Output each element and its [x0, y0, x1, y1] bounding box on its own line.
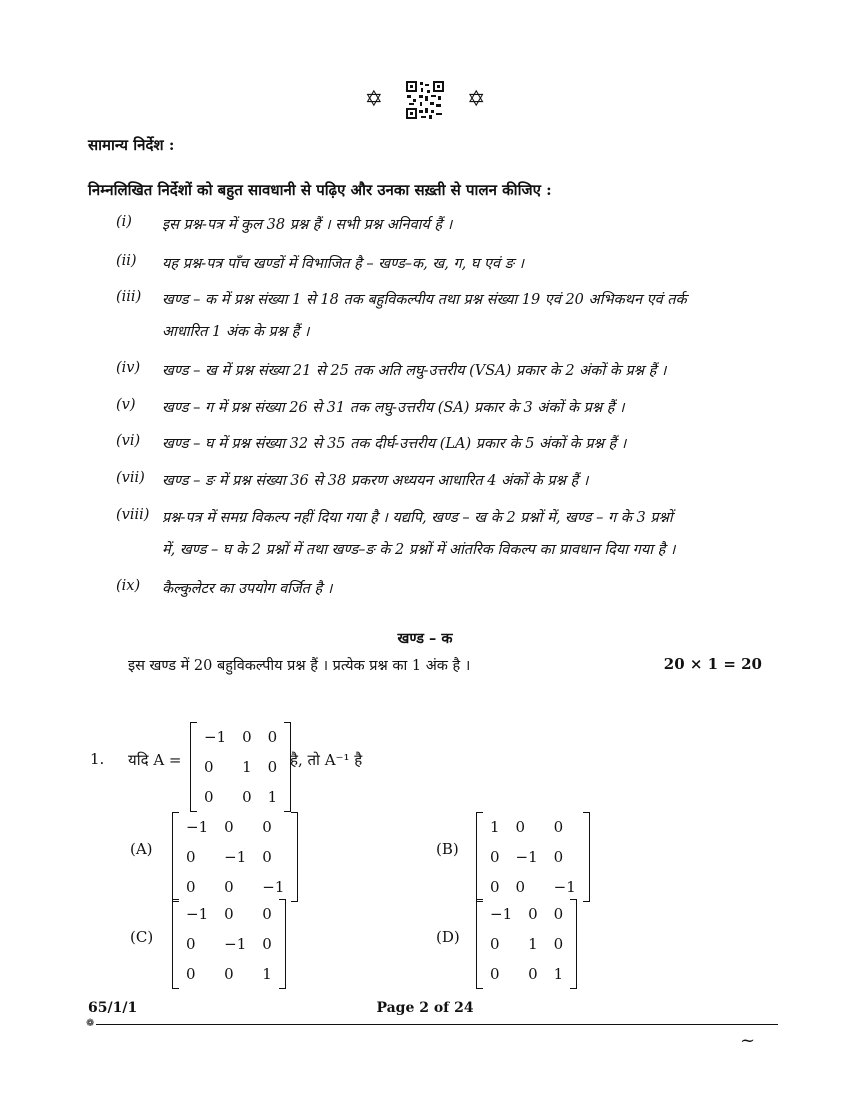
section-description: इस खण्ड में 20 बहुविकल्पीय प्रश्न हैं । प्रत्येक प्रश्न का 1 अंक है । — [128, 658, 471, 674]
option-d-matrix — [476, 899, 577, 989]
instruction-number: (i) — [116, 214, 132, 230]
paper-code: 65/1/1 — [88, 1000, 138, 1016]
matrix-cell: 1 — [262, 965, 272, 983]
matrix-cell: 0 — [528, 965, 538, 983]
section-marks: 20 × 1 = 20 — [663, 655, 762, 673]
matrix-cell: 0 — [224, 905, 234, 923]
matrix-cell: 0 — [515, 878, 526, 896]
instruction-number: (vii) — [116, 470, 145, 486]
instruction-number: (vi) — [116, 433, 141, 449]
general-instructions-subtitle: निम्नलिखित निर्देशों को बहुत सावधानी से पढ़िए और उनका सख़्ती से पालन कीजिए : — [88, 181, 552, 199]
matrix-cell: −1 — [515, 848, 538, 866]
instruction-number: (iv) — [116, 360, 141, 376]
option-b-matrix — [476, 812, 590, 902]
instruction-text: खण्ड – ख में प्रश्न संख्या 21 से 25 तक अति लघु-उत्तरीय (VSA) प्रकार के 2 अंकों के प्रश्न हैं । — [162, 363, 667, 379]
matrix-cell: 1 — [553, 965, 564, 983]
matrix-cell: 0 — [186, 848, 196, 866]
matrix-cell: 0 — [490, 848, 500, 866]
matrix-cell: 0 — [490, 878, 500, 896]
instruction-text: खण्ड – ङ में प्रश्न संख्या 36 से 38 प्रकरण अध्ययन आधारित 4 अंकों के प्रश्न हैं । — [162, 473, 589, 489]
matrix-cell: −1 — [262, 878, 285, 896]
matrix-cell: 1 — [528, 935, 538, 953]
matrix-cell: 0 — [490, 965, 500, 983]
option-a-matrix — [172, 812, 298, 902]
matrix-cell: −1 — [204, 728, 227, 746]
instruction-text: इस प्रश्न-पत्र में कुल 38 प्रश्न हैं । सभी प्रश्न अनिवार्य हैं । — [162, 217, 453, 233]
matrix-cell: 0 — [224, 818, 234, 836]
flower-icon: ❁ — [86, 1018, 95, 1029]
matrix-cell: 1 — [490, 818, 500, 836]
question-number: 1. — [90, 750, 105, 768]
tilde-mark: ~ — [740, 1030, 756, 1051]
matrix-cell: 0 — [262, 905, 272, 923]
matrix-cell: 1 — [242, 758, 252, 776]
section-title: खण्ड – क — [397, 630, 453, 647]
star-of-david-icon: ✡ — [364, 87, 383, 112]
question-suffix: है, तो A⁻¹ है — [290, 751, 363, 769]
instruction-text: प्रश्न-पत्र में समग्र विकल्प नहीं दिया गया है । यद्यपि, खण्ड – ख के 2 प्रश्नों में, खण्ड – ग के 3 प्रश्नों — [162, 510, 673, 526]
option-c-matrix — [172, 899, 286, 989]
matrix-cell: 0 — [242, 788, 252, 806]
matrix-cell: −1 — [553, 878, 576, 896]
instruction-number: (viii) — [116, 507, 150, 523]
matrix-cell: 0 — [553, 848, 564, 866]
instruction-number: (ii) — [116, 253, 137, 269]
matrix-cell: 0 — [267, 758, 278, 776]
footer-divider — [96, 1024, 778, 1025]
option-label-d: (D) — [436, 928, 460, 946]
instruction-text-continued: आधारित 1 अंक के प्रश्न हैं । — [162, 324, 310, 340]
instruction-text: खण्ड – ग में प्रश्न संख्या 26 से 31 तक लघु-उत्तरीय (SA) प्रकार के 3 अंकों के प्रश्न हैं । — [162, 400, 625, 416]
matrix-cell: 0 — [224, 965, 234, 983]
matrix-cell: −1 — [224, 935, 247, 953]
instruction-text-continued: में, खण्ड – घ के 2 प्रश्नों में तथा खण्ड–ङ के 2 प्रश्नों में आंतरिक विकल्प का प्रावधान दिया गया है । — [162, 542, 676, 558]
matrix-cell: −1 — [224, 848, 247, 866]
question-prefix: यदि A = — [128, 751, 182, 769]
instruction-text: यह प्रश्न-पत्र पाँच खण्डों में विभाजित है – खण्ड–क, ख, ग, घ एवं ङ । — [162, 256, 525, 272]
matrix-cell: 0 — [204, 758, 214, 776]
matrix-cell: 0 — [553, 818, 564, 836]
general-instructions-title: सामान्य निर्देश : — [88, 136, 175, 154]
instruction-number: (iii) — [116, 289, 142, 305]
matrix-cell: 0 — [262, 848, 272, 866]
star-of-david-icon: ✡ — [467, 87, 486, 112]
page-number: Page 2 of 24 — [376, 1000, 474, 1016]
qr-code-icon — [405, 80, 445, 120]
matrix-cell: 0 — [186, 965, 196, 983]
matrix-cell: 0 — [186, 935, 196, 953]
option-label-b: (B) — [436, 840, 459, 858]
matrix-cell: 0 — [242, 728, 252, 746]
matrix-cell: 0 — [204, 788, 214, 806]
instruction-number: (ix) — [116, 578, 141, 594]
option-label-a: (A) — [130, 840, 153, 858]
instruction-text: खण्ड – घ में प्रश्न संख्या 32 से 35 तक दीर्घ-उत्तरीय (LA) प्रकार के 5 अंकों के प्रश्न हैं । — [162, 436, 627, 452]
matrix-cell: 0 — [528, 905, 538, 923]
matrix-cell: −1 — [186, 818, 209, 836]
matrix-cell: 0 — [553, 905, 564, 923]
matrix-cell: 0 — [262, 818, 272, 836]
matrix-cell: 0 — [224, 878, 234, 896]
matrix-cell: 0 — [490, 935, 500, 953]
matrix-cell: −1 — [490, 905, 513, 923]
matrix-cell: −1 — [186, 905, 209, 923]
matrix-cell: 0 — [262, 935, 272, 953]
matrix-cell: 1 — [267, 788, 278, 806]
instruction-text: कैल्कुलेटर का उपयोग वर्जित है । — [162, 581, 333, 597]
option-label-c: (C) — [130, 928, 154, 946]
header-marks — [0, 80, 850, 120]
matrix-cell: 0 — [267, 728, 278, 746]
matrix-cell: 0 — [186, 878, 196, 896]
matrix-cell: 0 — [515, 818, 526, 836]
question-matrix — [190, 722, 291, 812]
instruction-text: खण्ड – क में प्रश्न संख्या 1 से 18 तक बहुविकल्पीय तथा प्रश्न संख्या 19 एवं 20 अभिकथन एवं तर्क — [162, 292, 687, 308]
matrix-cell: 0 — [553, 935, 564, 953]
instruction-number: (v) — [116, 397, 136, 413]
